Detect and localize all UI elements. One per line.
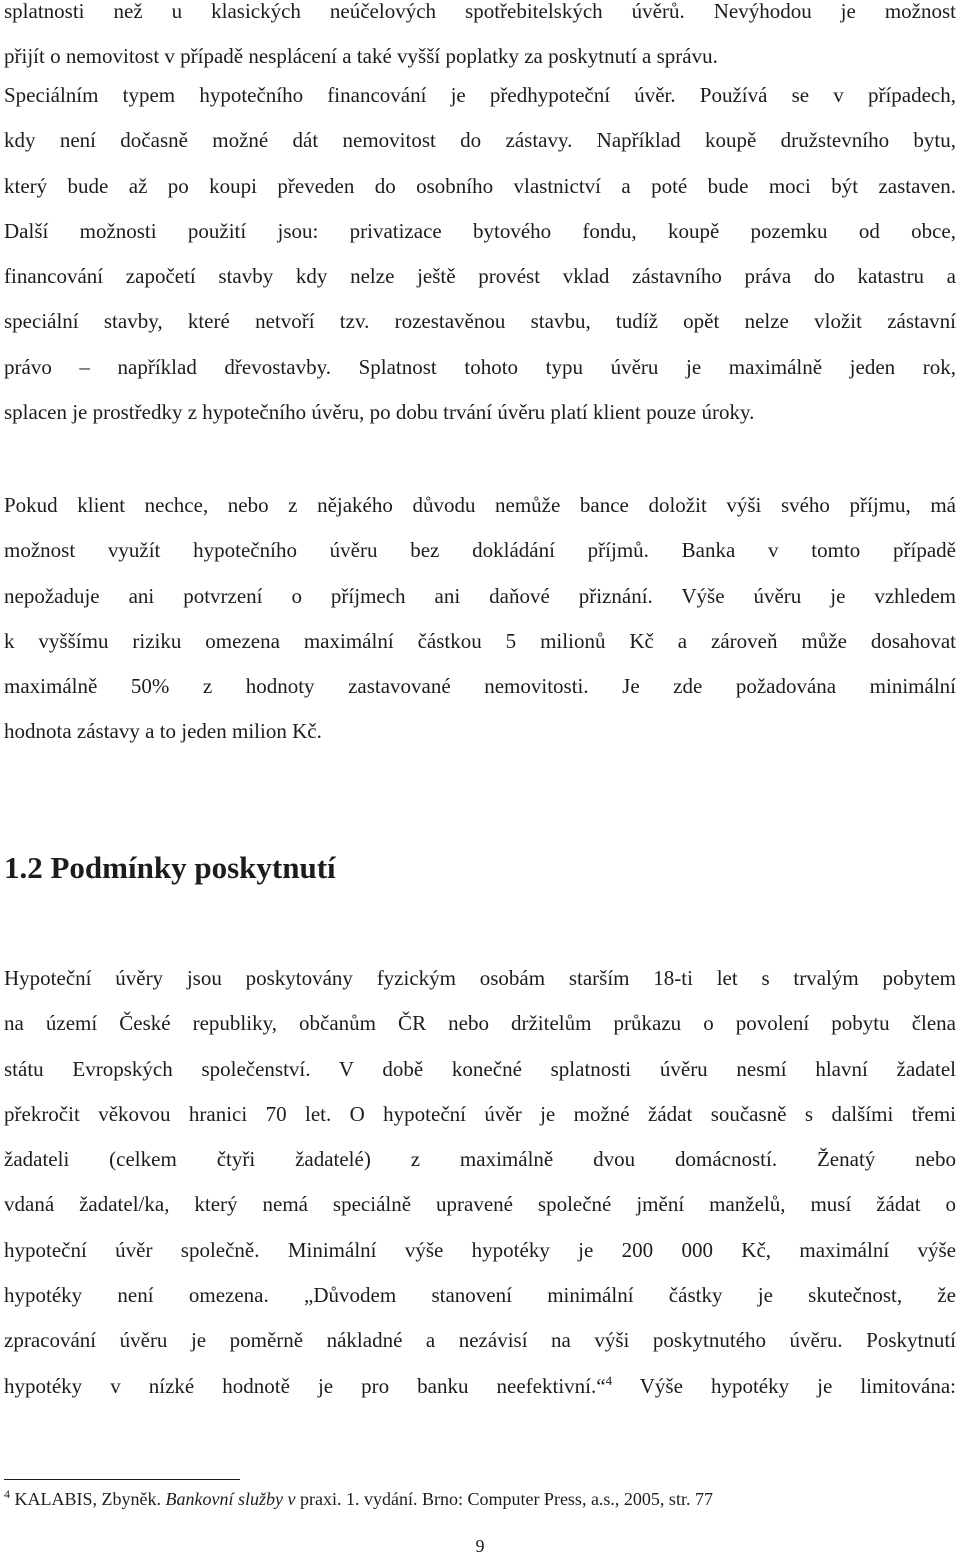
footnote-number: 4 <box>4 1487 10 1501</box>
text-line: hypotéky není omezena. „Důvodem stanovení minimální částky je skutečnost, že <box>4 1283 956 1308</box>
text-before-footnote-ref: hypotéky v nízké hodnotě je pro banku neefektivní.“ <box>4 1373 606 1398</box>
text-line: Hypoteční úvěry jsou poskytovány fyzickým osobám starším 18-ti let s trvalým pobytem <box>4 966 956 990</box>
text-line: Speciálním typem hypotečního financování je předhypoteční úvěr. Používá se v případech, <box>4 83 956 107</box>
text-line: který bude až po koupi převeden do osobního vlastnictví a poté bude moci být zastaven. <box>4 173 956 198</box>
footnote-divider <box>4 1479 240 1480</box>
footnote-reference[interactable]: 4 <box>605 1372 613 1388</box>
text-line: na území České republiky, občanům ČR nebo držitelům průkazu o povolení pobytu člena <box>4 1011 956 1036</box>
section-heading: 1.2 Podmínky poskytnutí <box>4 850 336 885</box>
text-line: Další možnosti použití jsou: privatizace bytového fondu, koupě pozemku od obce, <box>4 218 956 243</box>
text-line: možnost využít hypotečního úvěru bez dokládání příjmů. Banka v tomto případě <box>4 538 956 563</box>
text-line: hodnota zástavy a to jeden milion Kč. <box>4 719 322 744</box>
text-line: státu Evropských společenství. V době konečné splatnosti úvěru nesmí hlavní žadatel <box>4 1056 956 1081</box>
footnote-author: KALABIS, Zbyněk. <box>14 1489 161 1509</box>
text-line: zpracování úvěru je poměrně nákladné a nezávisí na výši poskytnutého úvěru. Poskytnutí <box>4 1328 956 1353</box>
footnote-title: Bankovní služby v <box>165 1489 296 1509</box>
paragraph-intro-continuation <box>4 0 956 80</box>
text-line: speciální stavby, které netvoří tzv. rozestavěnou stavbu, tudíž opět nelze vložit zástavní <box>4 309 956 334</box>
paragraph-podminky-poskytnuti <box>4 956 956 1409</box>
text-line: přijít o nemovitost v případě nesplácení a také vyšší poplatky za poskytnutí a správu. <box>4 44 718 69</box>
text-line: maximálně 50% z hodnoty zastavované nemovitosti. Je zde požadována minimální <box>4 674 956 699</box>
text-line-with-footnote-ref <box>4 1364 956 1409</box>
text-line: právo – například dřevostavby. Splatnost tohoto typu úvěru je maximálně jeden rok, <box>4 354 956 379</box>
text-line: žadateli (celkem čtyři žadatelé) z maximálně dvou domácností. Ženatý nebo <box>4 1147 956 1172</box>
text-line: kdy není dočasně možné dát nemovitost do zástavy. Například koupě družstevního bytu, <box>4 128 956 153</box>
text-line: nepožaduje ani potvrzení o příjmech ani daňové přiznání. Výše úvěru je vzhledem <box>4 583 956 608</box>
text-line: Pokud klient nechce, nebo z nějakého důvodu nemůže bance doložit výši svého příjmu, má <box>4 493 956 517</box>
footnote <box>4 1485 713 1513</box>
paragraph-predhypotecni-uver <box>4 73 956 435</box>
text-line: financování započetí stavby kdy nelze ještě provést vklad zástavního práva do katastru a <box>4 264 956 289</box>
text-line: hypoteční úvěr společně. Minimální výše hypotéky je 200 000 Kč, maximální výše <box>4 1237 956 1262</box>
paragraph-uver-bez-dokladani-prijmu <box>4 483 956 755</box>
text-after-footnote-ref: Výše hypotéky je limitována: <box>612 1373 956 1398</box>
text-line: překročit věkovou hranici 70 let. O hypoteční úvěr je možné žádat současně s dalšími třemi <box>4 1101 956 1126</box>
text-line: k vyššímu riziku omezena maximální částkou 5 milionů Kč a zároveň může dosahovat <box>4 628 956 653</box>
text-line: vdaná žadatel/ka, který nemá speciálně upravené společné jmění manželů, musí žádat o <box>4 1192 956 1217</box>
page-number: 9 <box>475 1536 485 1556</box>
footnote-publication: praxi. 1. vydání. Brno: Computer Press, a.s., 2005, str. 77 <box>299 1489 713 1509</box>
text-line: splatnosti než u klasických neúčelových spotřebitelských úvěrů. Nevýhodou je možnost <box>4 0 956 23</box>
text-line: splacen je prostředky z hypotečního úvěru, po dobu trvání úvěru platí klient pouze úroky. <box>4 400 755 425</box>
